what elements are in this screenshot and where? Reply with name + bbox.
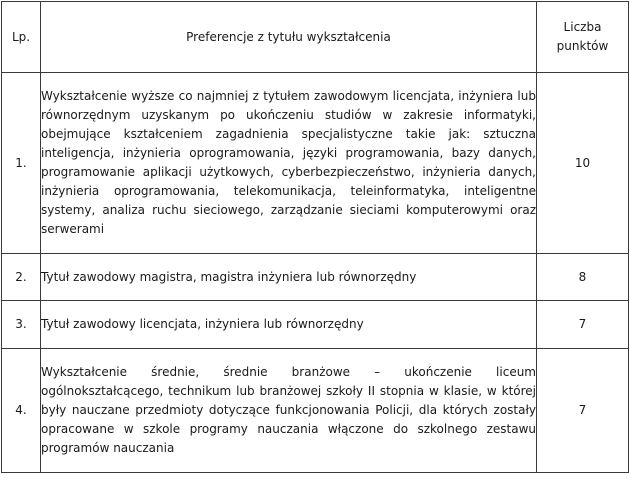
- table-header-row: [2, 2, 629, 73]
- preferences-table: [1, 1, 629, 473]
- row-points: 7: [537, 301, 629, 349]
- table-row: [2, 301, 629, 349]
- row-points: 10: [537, 73, 629, 254]
- table-row: [2, 349, 629, 473]
- header-points-line2: punktów: [556, 39, 609, 53]
- row-description: Tytuł zawodowy magistra, magistra inżyniera lub równorzędny: [41, 254, 537, 301]
- row-lp: 3.: [2, 301, 41, 349]
- row-description: Wykształcenie średnie, średnie branżowe – ukończenie liceum ogólnokształcącego, technikum lub branżowej szkoły II stopnia w klasie, w której były nauczane przedmioty dotyczące funkcjonowania Policji, dla których zostały opracowane w szkole programy nauczania włączone do szkolnego zestawu programów nauczania: [41, 349, 537, 473]
- header-lp: Lp.: [2, 2, 41, 73]
- row-description: Tytuł zawodowy licencjata, inżyniera lub równorzędny: [41, 301, 537, 349]
- table-row: [2, 254, 629, 301]
- header-points: [537, 2, 629, 73]
- table-row: [2, 73, 629, 254]
- row-description: Wykształcenie wyższe co najmniej z tytułem zawodowym licencjata, inżyniera lub równorzędnym uzyskanym po ukończeniu studiów w zakresie informatyki, obejmujące kształceniem zagadnienia specjalistyczne takie jak: sztuczna inteligencja, inżynieria oprogramowania, języki programowania, bazy danych, programowanie aplikacji użytkowych, cyberbezpieczeństwo, inżynieria danych, inżynieria oprogramowania, telekomunikacja, teleinformatyka, inteligentne systemy, analiza ruchu sieciowego, zarządzanie sieciami komputerowymi oraz serwerami: [41, 73, 537, 254]
- row-points: 8: [537, 254, 629, 301]
- row-lp: 2.: [2, 254, 41, 301]
- row-lp: 1.: [2, 73, 41, 254]
- header-description: Preferencje z tytułu wykształcenia: [41, 2, 537, 73]
- row-lp: 4.: [2, 349, 41, 473]
- header-points-line1: Liczba: [563, 20, 602, 34]
- row-points: 7: [537, 349, 629, 473]
